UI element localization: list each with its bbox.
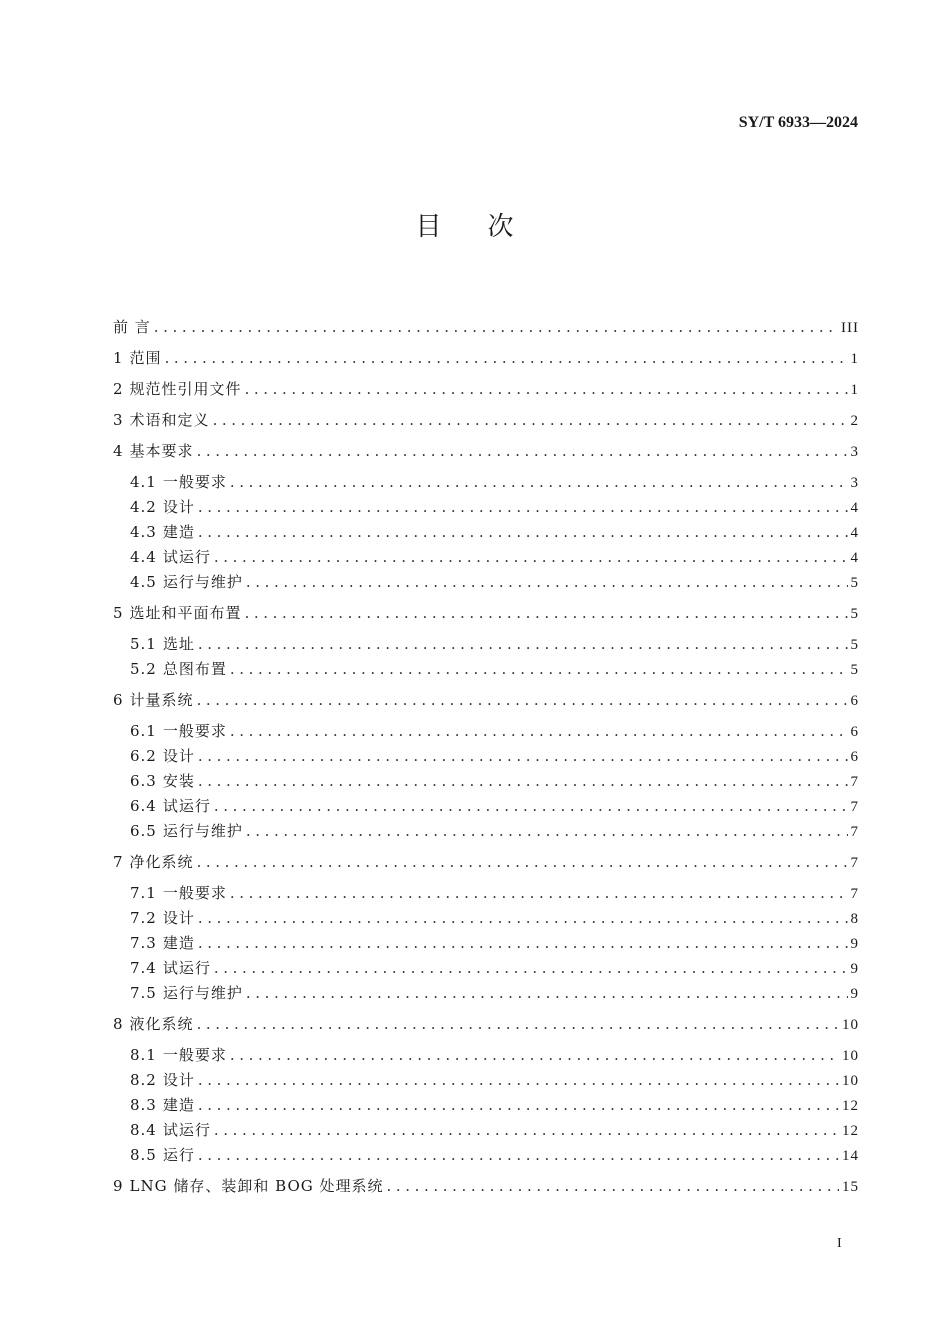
toc-entry-label: 试运行 [162,959,211,977]
toc-entry-number: 4.5 [130,573,157,591]
toc-entry-label: LNG 储存、装卸和 BOG 处理系统 [129,1177,384,1195]
toc-entry-page: 8 [850,911,859,927]
toc-entry-number: 7.5 [130,984,157,1002]
toc-dot-leader [230,658,848,680]
toc-entry-number: 6.4 [130,797,157,815]
toc-dot-leader [198,745,848,767]
toc-entry[interactable] [113,1175,859,1198]
toc-entry-number: 6.5 [130,822,157,840]
toc-entry-number: 4.1 [130,473,157,491]
toc-entry[interactable] [130,1069,859,1092]
toc-dot-leader [197,851,848,873]
page-number: I [837,1236,842,1251]
toc-dot-leader [387,1175,839,1197]
toc-entry[interactable] [130,1119,859,1142]
toc-dot-leader [230,720,848,742]
toc-entry-page: 4 [850,525,859,541]
toc-entry-number: 5 [113,604,124,622]
toc-entry-label: 试运行 [162,797,211,815]
toc-dot-leader [230,1044,839,1066]
toc-entry-page: 5 [850,575,859,591]
toc-entry[interactable] [130,1144,859,1167]
toc-entry-page: 9 [850,986,859,1002]
toc-dot-leader [214,1119,839,1141]
toc-entry-page: 3 [850,444,859,460]
toc-entry-number: 5.2 [130,660,157,678]
toc-entry-number: 6.3 [130,772,157,790]
toc-entry-page: 9 [850,961,859,977]
toc-entry[interactable] [130,571,859,594]
toc-entry-label: 液化系统 [129,1015,194,1033]
toc-entry-number: 9 [113,1177,124,1195]
toc-entry[interactable] [113,851,859,874]
toc-dot-leader [198,932,848,954]
toc-entry[interactable] [113,602,859,625]
toc-entry-number: 8.2 [130,1071,157,1089]
toc-entry-label: 基本要求 [129,442,194,460]
toc-entry-number: 4.4 [130,548,157,566]
toc-entry[interactable] [113,440,859,463]
toc-entry-page: 4 [850,500,859,516]
toc-dot-leader [230,882,848,904]
toc-entry[interactable] [113,1013,859,1036]
toc-dot-leader [198,633,848,655]
toc-dot-leader [214,957,848,979]
toc-entry-page: 5 [850,606,859,622]
toc-dot-leader [198,1094,839,1116]
toc-entry-number: 7 [113,853,124,871]
toc-entry-label: 选址 [162,635,195,653]
toc-entry-page: 1 [850,382,859,398]
toc-entry[interactable] [130,521,859,544]
toc-dot-leader [214,795,848,817]
toc-entry-label: 规范性引用文件 [129,380,242,398]
toc-entry-label: 安装 [162,772,195,790]
toc-entry-label: 设计 [162,498,195,516]
toc-entry-page: 4 [850,550,859,566]
toc-entry-label: 运行 [162,1146,195,1164]
toc-entry-label: 运行与维护 [162,984,243,1002]
toc-entry[interactable] [130,770,859,793]
toc-entry-label: 设计 [162,747,195,765]
toc-dot-leader [246,820,848,842]
toc-entry-page: 10 [842,1048,859,1064]
toc-entry-label: 一般要求 [162,1046,227,1064]
toc-entry-number: 7.3 [130,934,157,952]
toc-entry[interactable] [113,347,859,370]
standard-code: SY/T 6933—2024 [738,114,858,131]
toc-entry[interactable] [130,1094,859,1117]
toc-entry-label: 试运行 [162,548,211,566]
toc-entry-page: 6 [850,693,859,709]
toc-entry-page: 7 [850,886,859,902]
toc-entry-number: 7.2 [130,909,157,927]
toc-dot-leader [197,1013,839,1035]
toc-entry-page: 12 [842,1123,859,1139]
toc-entry-number: 4.3 [130,523,157,541]
toc-entry-number: 8.3 [130,1096,157,1114]
toc-entry[interactable] [130,496,859,519]
toc-entry[interactable] [130,882,859,905]
toc-entry-number: 4 [113,442,124,460]
toc-entry-page: 6 [850,749,859,765]
toc-entry[interactable] [130,982,859,1005]
toc-entry-page: 14 [842,1148,859,1164]
toc-entry-label: 前 言 [113,318,151,336]
toc-dot-leader [154,316,838,338]
toc-dot-leader [165,347,848,369]
toc-dot-leader [246,571,848,593]
toc-entry-label: 建造 [162,1096,195,1114]
toc-entry[interactable] [113,378,859,401]
toc-entry-number: 6.1 [130,722,157,740]
toc-entry-number: 8.1 [130,1046,157,1064]
toc-entry[interactable] [130,1044,859,1067]
toc-dot-leader [198,1144,839,1166]
toc-entry-page: 7 [850,824,859,840]
toc-dot-leader [198,770,848,792]
toc-entry-label: 术语和定义 [129,411,210,429]
toc-entry-label: 运行与维护 [162,573,243,591]
toc-entry-page: 7 [850,774,859,790]
page-title: 目次 [415,212,560,242]
toc-entry[interactable] [130,658,859,681]
toc-entry-number: 7.4 [130,959,157,977]
toc-entry-number: 6 [113,691,124,709]
toc-entry-label: 总图布置 [162,660,227,678]
toc-entry-page: 6 [850,724,859,740]
toc-entry-page: 1 [850,351,859,367]
toc-entry-label: 建造 [162,523,195,541]
toc-entry-page: 10 [842,1017,859,1033]
toc-entry[interactable] [130,820,859,843]
toc-entry[interactable] [130,907,859,930]
toc-entry-number: 8.5 [130,1146,157,1164]
toc-entry[interactable] [113,409,859,432]
toc-entry-page: 3 [850,475,859,491]
toc-dot-leader [198,521,848,543]
toc-entry-page: 7 [850,855,859,871]
toc-entry-label: 选址和平面布置 [129,604,242,622]
toc-entry-label: 运行与维护 [162,822,243,840]
toc-entry-page: 10 [842,1073,859,1089]
toc-entry[interactable] [113,316,859,339]
toc-entry-label: 计量系统 [129,691,194,709]
toc-entry-number: 8.4 [130,1121,157,1139]
toc-entry[interactable] [130,745,859,768]
toc-entry-number: 2 [113,380,124,398]
toc-dot-leader [246,982,848,1004]
toc-entry[interactable] [130,795,859,818]
toc-entry[interactable] [130,633,859,656]
toc-entry-number: 7.1 [130,884,157,902]
toc-entry-number: 4.2 [130,498,157,516]
toc-entry-number: 6.2 [130,747,157,765]
toc-entry-label: 试运行 [162,1121,211,1139]
toc-entry-page: 12 [842,1098,859,1114]
toc-entry-label: 一般要求 [162,884,227,902]
toc-dot-leader [198,907,848,929]
toc-dot-leader [245,378,848,400]
toc-entry-label: 范围 [129,349,162,367]
toc-entry-page: 7 [850,799,859,815]
toc-entry[interactable] [113,689,859,712]
toc-entry[interactable] [130,546,859,569]
toc-entry-label: 净化系统 [129,853,194,871]
toc-entry-label: 一般要求 [162,722,227,740]
toc-entry-number: 1 [113,349,124,367]
toc-entry-label: 一般要求 [162,473,227,491]
toc-dot-leader [213,409,848,431]
toc-entry-label: 设计 [162,909,195,927]
toc-dot-leader [214,546,848,568]
toc-entry[interactable] [130,957,859,980]
toc-entry-page: III [841,320,859,336]
toc-entry-page: 5 [850,662,859,678]
toc-entry-number: 5.1 [130,635,157,653]
toc-dot-leader [245,602,848,624]
toc-entry-number: 8 [113,1015,124,1033]
toc-dot-leader [198,1069,839,1091]
toc-entry[interactable] [130,932,859,955]
toc-dot-leader [230,471,848,493]
toc-dot-leader [198,496,848,518]
toc-entry[interactable] [130,720,859,743]
toc-dot-leader [197,440,848,462]
toc-entry-label: 设计 [162,1071,195,1089]
toc-entry[interactable] [130,471,859,494]
toc-entry-number: 3 [113,411,124,429]
toc-entry-page: 9 [850,936,859,952]
toc-entry-page: 5 [850,637,859,653]
toc-entry-page: 15 [842,1179,859,1195]
toc-entry-page: 2 [850,413,859,429]
toc-dot-leader [197,689,848,711]
toc-entry-label: 建造 [162,934,195,952]
